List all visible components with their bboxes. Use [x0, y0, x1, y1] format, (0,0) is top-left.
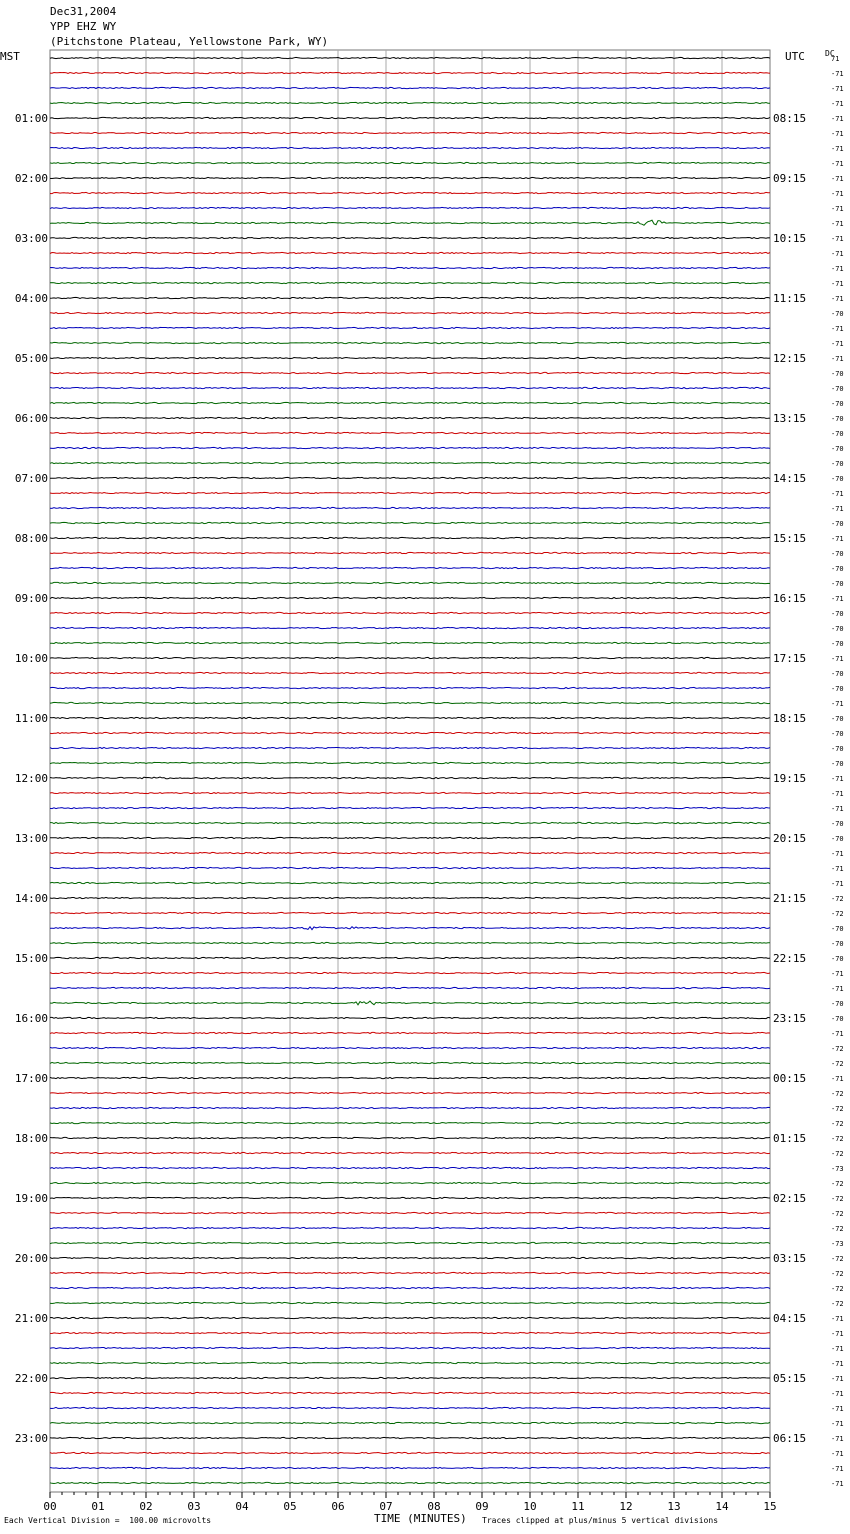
- dc-offset-label: -71: [831, 490, 844, 498]
- trace-row: [50, 252, 770, 253]
- left-hour-label: 08:00: [14, 532, 48, 545]
- trace-row: [50, 1137, 770, 1138]
- trace-row: [50, 192, 770, 193]
- trace-row: [50, 237, 770, 238]
- left-hour-label: 18:00: [14, 1132, 48, 1145]
- dc-offset-label: -71: [831, 535, 844, 543]
- dc-offset-label: -72: [831, 1135, 844, 1143]
- trace-row: [50, 1032, 770, 1033]
- trace-row: [50, 597, 770, 598]
- left-hour-label: 09:00: [14, 592, 48, 605]
- trace-row: [50, 1302, 770, 1303]
- trace-row: [50, 627, 770, 628]
- trace-row: [50, 1197, 770, 1198]
- dc-offset-label: -72: [831, 1210, 844, 1218]
- right-hour-label: 18:15: [773, 712, 807, 725]
- dc-offset-label: -72: [831, 1300, 844, 1308]
- dc-offset-label: -70: [831, 820, 844, 828]
- trace-row: [50, 522, 770, 523]
- trace-row: [50, 582, 770, 583]
- trace-row: [50, 1212, 770, 1213]
- trace-row: [50, 162, 770, 163]
- dc-offset-label: -71: [831, 1315, 844, 1323]
- trace-row: [50, 1122, 770, 1123]
- trace-row: [50, 732, 770, 733]
- dc-offset-label: -71: [831, 205, 844, 213]
- trace-row: [50, 1392, 770, 1393]
- dc-offset-label: -72: [831, 1225, 844, 1233]
- trace-row: [50, 117, 770, 118]
- right-hour-label: 16:15: [773, 592, 807, 605]
- trace-row: [50, 1062, 770, 1063]
- dc-offset-label: -72: [831, 1270, 844, 1278]
- right-hour-label: 04:15: [773, 1312, 807, 1325]
- dc-offset-label: -70: [831, 415, 844, 423]
- left-hour-label: 13:00: [14, 832, 48, 845]
- right-hour-label: 11:15: [773, 292, 807, 305]
- x-tick-label: 11: [571, 1500, 585, 1513]
- trace-row: [50, 642, 770, 643]
- trace-row: [50, 1362, 770, 1363]
- trace-row: [50, 807, 770, 808]
- trace-row: [50, 1347, 770, 1348]
- trace-row: [50, 1287, 770, 1288]
- dc-offset-label: -71: [831, 505, 844, 513]
- dc-offset-label: -71: [831, 70, 844, 78]
- left-hour-label: 07:00: [14, 472, 48, 485]
- left-hour-label: 21:00: [14, 1312, 48, 1325]
- header-date: Dec31,2004: [50, 5, 117, 18]
- right-timezone-label: UTC: [785, 50, 805, 63]
- x-tick-label: 13: [667, 1500, 681, 1513]
- trace-row: [50, 687, 770, 688]
- x-tick-label: 12: [619, 1500, 633, 1513]
- trace-row: [50, 417, 770, 418]
- trace-row: [50, 1437, 770, 1438]
- dc-offset-label: -70: [831, 745, 844, 753]
- trace-row: [50, 1422, 770, 1423]
- dc-offset-label: -72: [831, 1285, 844, 1293]
- dc-offset-label: -71: [831, 355, 844, 363]
- dc-offset-label: -73: [831, 1240, 844, 1248]
- trace-row: [50, 1452, 770, 1453]
- trace-row: [50, 507, 770, 508]
- trace-row: [50, 1047, 770, 1048]
- left-hour-label: 10:00: [14, 652, 48, 665]
- dc-offset-label: -71: [831, 250, 844, 258]
- trace-row: [50, 312, 770, 313]
- dc-offset-label: -70: [831, 565, 844, 573]
- dc-offset-label: -71: [831, 970, 844, 978]
- dc-offset-label: -70: [831, 445, 844, 453]
- dc-offset-label: -71: [831, 1450, 844, 1458]
- dc-offset-label: -70: [831, 670, 844, 678]
- left-hour-label: 22:00: [14, 1372, 48, 1385]
- trace-row: [50, 1001, 770, 1005]
- left-hour-label: 01:00: [14, 112, 48, 125]
- trace-row: [50, 762, 770, 763]
- dc-offset-label: -71: [831, 1390, 844, 1398]
- trace-row: [50, 792, 770, 793]
- trace-row: [50, 207, 770, 208]
- dc-offset-label: -70: [831, 370, 844, 378]
- dc-offset-label: -72: [831, 1150, 844, 1158]
- scale-note: Each Vertical Division = 100.00 microvolts: [4, 1516, 212, 1525]
- trace-row: [50, 1332, 770, 1333]
- trace-row: [50, 552, 770, 553]
- trace-row: [50, 447, 770, 448]
- left-hour-label: 05:00: [14, 352, 48, 365]
- trace-row: [50, 747, 770, 748]
- dc-offset-label: -71: [831, 595, 844, 603]
- dc-offset-label: -70: [831, 925, 844, 933]
- dc-offset-label: -71: [831, 790, 844, 798]
- dc-offset-label: -70: [831, 1015, 844, 1023]
- dc-offset-label: -71: [831, 1435, 844, 1443]
- dc-offset-label: 71: [831, 55, 840, 63]
- x-tick-label: 08: [427, 1500, 441, 1513]
- trace-row: [50, 1407, 770, 1408]
- trace-row: [50, 282, 770, 283]
- trace-row: [50, 537, 770, 538]
- dc-offset-label: -70: [831, 310, 844, 318]
- trace-row: [50, 177, 770, 178]
- right-hour-label: 17:15: [773, 652, 807, 665]
- trace-row: [50, 1107, 770, 1108]
- left-hour-label: 06:00: [14, 412, 48, 425]
- dc-offset-label: -71: [831, 235, 844, 243]
- x-tick-label: 09: [475, 1500, 489, 1513]
- dc-offset-label: -71: [831, 100, 844, 108]
- trace-row: [50, 657, 770, 658]
- trace-row: [50, 102, 770, 103]
- dc-offset-label: -71: [831, 865, 844, 873]
- dc-offset-label: -72: [831, 910, 844, 918]
- trace-row: [50, 672, 770, 673]
- right-hour-label: 00:15: [773, 1072, 807, 1085]
- trace-row: [50, 942, 770, 943]
- right-hour-label: 06:15: [773, 1432, 807, 1445]
- dc-offset-label: -72: [831, 1255, 844, 1263]
- left-hour-label: 23:00: [14, 1432, 48, 1445]
- trace-row: [50, 1077, 770, 1078]
- dc-offset-label: -70: [831, 640, 844, 648]
- dc-offset-label: -71: [831, 775, 844, 783]
- trace-row: [50, 837, 770, 838]
- trace-row: [50, 867, 770, 868]
- dc-offset-label: -70: [831, 940, 844, 948]
- dc-offset-label: -71: [831, 1345, 844, 1353]
- dc-offset-label: -71: [831, 325, 844, 333]
- dc-offset-label: -72: [831, 1105, 844, 1113]
- trace-row: [50, 897, 770, 898]
- dc-offset-label: -71: [831, 130, 844, 138]
- dc-offset-label: -70: [831, 610, 844, 618]
- dc-offset-label: -71: [831, 1360, 844, 1368]
- right-hour-label: 20:15: [773, 832, 807, 845]
- dc-offset-label: -71: [831, 1465, 844, 1473]
- header-station: YPP EHZ WY: [50, 20, 117, 33]
- dc-offset-label: -70: [831, 520, 844, 528]
- left-hour-label: 03:00: [14, 232, 48, 245]
- dc-offset-label: -70: [831, 385, 844, 393]
- dc-offset-label: -71: [831, 145, 844, 153]
- trace-row: [50, 267, 770, 268]
- left-hour-label: 20:00: [14, 1252, 48, 1265]
- trace-row: [50, 822, 770, 823]
- right-hour-label: 14:15: [773, 472, 807, 485]
- dc-offset-label: -70: [831, 550, 844, 558]
- dc-offset-label: -71: [831, 1405, 844, 1413]
- trace-row: [50, 357, 770, 358]
- x-tick-label: 00: [43, 1500, 57, 1513]
- trace-row: [50, 342, 770, 343]
- left-hour-label: 14:00: [14, 892, 48, 905]
- right-hour-label: 09:15: [773, 172, 807, 185]
- plot-frame: [50, 50, 770, 1492]
- dc-offset-label: -71: [831, 85, 844, 93]
- dc-offset-label: -71: [831, 160, 844, 168]
- trace-row: [50, 297, 770, 298]
- dc-offset-label: -70: [831, 475, 844, 483]
- trace-row: [50, 1482, 770, 1483]
- right-hour-label: 08:15: [773, 112, 807, 125]
- trace-row: [50, 972, 770, 973]
- left-hour-label: 02:00: [14, 172, 48, 185]
- dc-offset-label: -72: [831, 1090, 844, 1098]
- trace-row: [50, 1092, 770, 1093]
- dc-offset-label: -72: [831, 1195, 844, 1203]
- trace-row: [50, 432, 770, 433]
- trace-row: [50, 1242, 770, 1243]
- dc-offset-label: -71: [831, 1420, 844, 1428]
- dc-offset-label: -71: [831, 655, 844, 663]
- trace-row: [50, 387, 770, 388]
- right-hour-label: 23:15: [773, 1012, 807, 1025]
- dc-offset-label: -72: [831, 1060, 844, 1068]
- trace-row: [50, 1227, 770, 1228]
- left-hour-label: 15:00: [14, 952, 48, 965]
- left-hour-label: 19:00: [14, 1192, 48, 1205]
- trace-row: [50, 717, 770, 718]
- trace-row: [50, 957, 770, 958]
- dc-offset-label: -70: [831, 685, 844, 693]
- x-tick-label: 03: [187, 1500, 201, 1513]
- dc-offset-label: -71: [831, 1075, 844, 1083]
- left-hour-label: 16:00: [14, 1012, 48, 1025]
- trace-row: [50, 852, 770, 853]
- trace-row: [50, 1017, 770, 1018]
- dc-offset-label: -71: [831, 175, 844, 183]
- dc-offset-label: -71: [831, 1030, 844, 1038]
- dc-offset-label: -70: [831, 400, 844, 408]
- dc-offset-label: -71: [831, 190, 844, 198]
- dc-label: DC: [825, 49, 835, 58]
- header-location: (Pitchstone Plateau, Yellowstone Park, WY): [50, 35, 329, 48]
- trace-row: [50, 1167, 770, 1168]
- trace-row: [50, 327, 770, 328]
- dc-offset-label: -71: [831, 265, 844, 273]
- right-hour-label: 02:15: [773, 1192, 807, 1205]
- trace-row: [50, 1317, 770, 1318]
- dc-offset-label: -70: [831, 460, 844, 468]
- dc-offset-label: -71: [831, 1375, 844, 1383]
- trace-row: [50, 882, 770, 883]
- dc-offset-label: -72: [831, 1045, 844, 1053]
- trace-row: [50, 147, 770, 148]
- trace-row: [50, 492, 770, 493]
- right-hour-label: 05:15: [773, 1372, 807, 1385]
- trace-row: [50, 132, 770, 133]
- trace-row: [50, 477, 770, 478]
- dc-offset-label: -70: [831, 760, 844, 768]
- trace-row: [50, 402, 770, 403]
- trace-row: [50, 372, 770, 373]
- dc-offset-label: -71: [831, 280, 844, 288]
- trace-row: [50, 1467, 770, 1468]
- trace-row: [50, 1257, 770, 1258]
- trace-row: [50, 567, 770, 568]
- dc-offset-label: -71: [831, 850, 844, 858]
- dc-offset-label: -70: [831, 730, 844, 738]
- dc-offset-label: -70: [831, 580, 844, 588]
- x-tick-label: 05: [283, 1500, 297, 1513]
- trace-row: [50, 987, 770, 988]
- right-hour-label: 21:15: [773, 892, 807, 905]
- right-hour-label: 19:15: [773, 772, 807, 785]
- x-tick-label: 15: [763, 1500, 777, 1513]
- right-hour-label: 01:15: [773, 1132, 807, 1145]
- trace-row: [50, 1182, 770, 1183]
- right-hour-label: 03:15: [773, 1252, 807, 1265]
- x-axis-title: TIME (MINUTES): [374, 1512, 467, 1525]
- left-hour-label: 17:00: [14, 1072, 48, 1085]
- trace-row: [50, 612, 770, 613]
- x-tick-label: 01: [91, 1500, 105, 1513]
- x-tick-label: 07: [379, 1500, 393, 1513]
- dc-offset-label: -71: [831, 700, 844, 708]
- dc-offset-label: -71: [831, 115, 844, 123]
- x-tick-label: 14: [715, 1500, 729, 1513]
- dc-offset-label: -71: [831, 1330, 844, 1338]
- dc-offset-label: -70: [831, 955, 844, 963]
- dc-offset-label: -71: [831, 340, 844, 348]
- trace-row: [50, 1377, 770, 1378]
- dc-offset-label: -71: [831, 1480, 844, 1488]
- right-hour-label: 10:15: [773, 232, 807, 245]
- dc-offset-label: -71: [831, 220, 844, 228]
- dc-offset-label: -73: [831, 1165, 844, 1173]
- left-hour-label: 11:00: [14, 712, 48, 725]
- right-hour-label: 12:15: [773, 352, 807, 365]
- trace-row: [50, 912, 770, 913]
- left-timezone-label: MST: [0, 50, 20, 63]
- right-hour-label: 22:15: [773, 952, 807, 965]
- trace-row: [50, 72, 770, 73]
- trace-row: [50, 927, 770, 930]
- dc-offset-label: -71: [831, 295, 844, 303]
- x-tick-label: 02: [139, 1500, 153, 1513]
- dc-offset-label: -71: [831, 985, 844, 993]
- dc-offset-label: -71: [831, 805, 844, 813]
- dc-offset-label: -70: [831, 625, 844, 633]
- trace-row: [50, 87, 770, 88]
- dc-offset-label: -70: [831, 430, 844, 438]
- dc-offset-label: -72: [831, 895, 844, 903]
- clip-note: Traces clipped at plus/minus 5 vertical divisions: [482, 1516, 719, 1525]
- trace-row: [50, 462, 770, 463]
- dc-offset-label: -70: [831, 715, 844, 723]
- trace-row: [50, 1272, 770, 1273]
- trace-row: [50, 220, 770, 225]
- right-hour-label: 13:15: [773, 412, 807, 425]
- dc-offset-label: -70: [831, 1000, 844, 1008]
- dc-offset-label: -71: [831, 880, 844, 888]
- left-hour-label: 12:00: [14, 772, 48, 785]
- right-hour-label: 15:15: [773, 532, 807, 545]
- trace-row: [50, 702, 770, 703]
- x-tick-label: 04: [235, 1500, 249, 1513]
- x-tick-label: 06: [331, 1500, 345, 1513]
- dc-offset-label: -72: [831, 1180, 844, 1188]
- dc-offset-label: -72: [831, 1120, 844, 1128]
- trace-row: [50, 1152, 770, 1153]
- left-hour-label: 04:00: [14, 292, 48, 305]
- x-tick-label: 10: [523, 1500, 537, 1513]
- trace-row: [50, 57, 770, 58]
- dc-offset-label: -70: [831, 835, 844, 843]
- trace-row: [50, 777, 770, 779]
